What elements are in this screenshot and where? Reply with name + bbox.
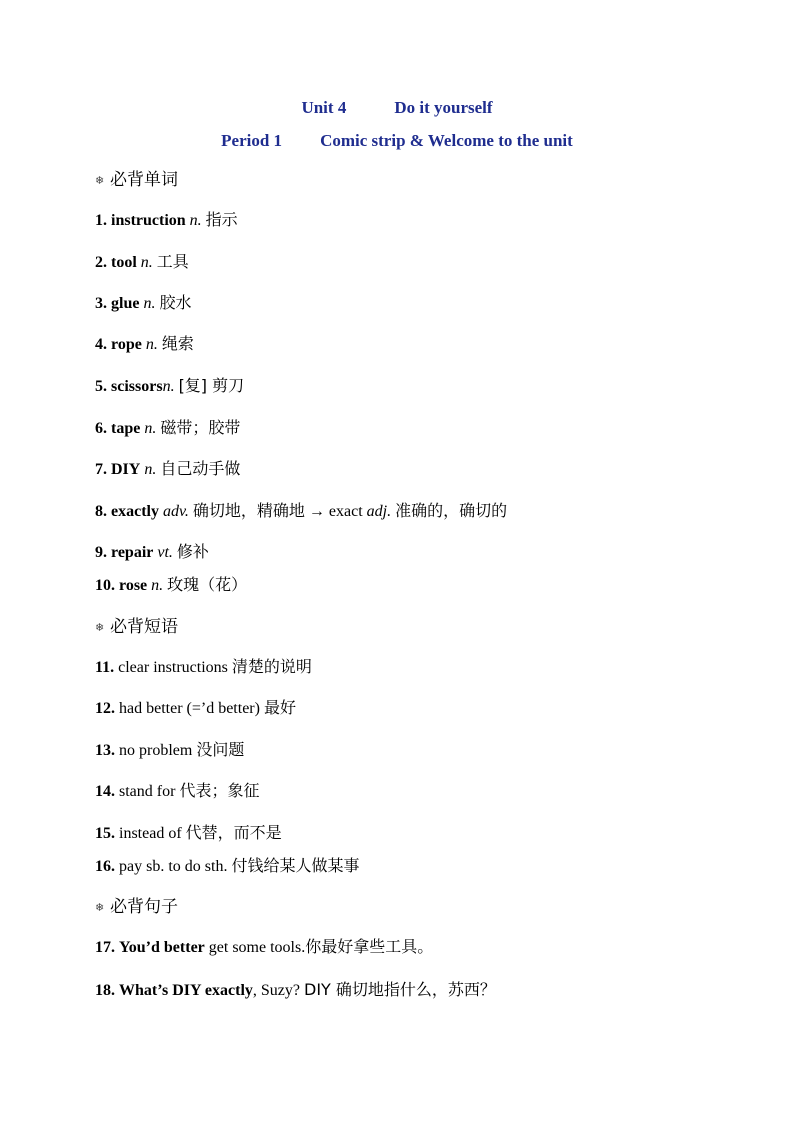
word-item: 10. rose n. 玫瑰（花）	[95, 575, 248, 594]
section-phrases-heading: ❄ 必背短语	[95, 617, 178, 637]
word-item: 1. instruction n. 指示	[95, 210, 238, 229]
phrase-item: 14. stand for 代表；象征	[95, 781, 260, 800]
word-item: 9. repair vt. 修补	[95, 542, 209, 561]
phrase-item: 15. instead of 代替，而不是	[95, 823, 282, 842]
section-sentences-heading: ❄ 必背句子	[95, 897, 178, 917]
snowflake-icon: ❄	[95, 900, 105, 914]
snowflake-icon: ❄	[95, 173, 105, 187]
word-item: 5. scissorsn. [复] 剪刀	[95, 376, 245, 395]
word-item: 8. exactly adv. 确切地，精确地 → exact adj. 准确的，确切的	[95, 501, 508, 520]
word-item: 3. glue n. 胶水	[95, 293, 192, 312]
unit-title: Do it yourself	[394, 98, 493, 117]
phrase-item: 11. clear instructions 清楚的说明	[95, 657, 312, 676]
phrase-item: 12. had better (=’d better) 最好	[95, 698, 296, 717]
word-item: 4. rope n. 绳索	[95, 334, 194, 353]
snowflake-icon: ❄	[95, 620, 105, 634]
phrase-item: 16. pay sb. to do sth. 付钱给某人做某事	[95, 856, 360, 875]
word-item: 2. tool n. 工具	[95, 252, 189, 271]
sentence-item: 18. What’s DIY exactly, Suzy? DIY 确切地指什么，苏西？	[95, 980, 496, 999]
unit-heading	[0, 98, 794, 118]
period-heading	[0, 131, 794, 151]
word-item: 6. tape n. 磁带；胶带	[95, 418, 241, 437]
phrase-item: 13. no problem 没问题	[95, 740, 245, 759]
word-item: 7. DIY n. 自己动手做	[95, 459, 241, 478]
sentence-item: 17. You’d better get some tools.你最好拿些工具。	[95, 937, 434, 956]
period-number: Period 1	[221, 131, 283, 150]
section-words-heading: ❄ 必背单词	[95, 170, 178, 190]
period-title: Comic strip & Welcome to the unit	[320, 131, 573, 150]
unit-number: Unit 4	[301, 98, 347, 117]
